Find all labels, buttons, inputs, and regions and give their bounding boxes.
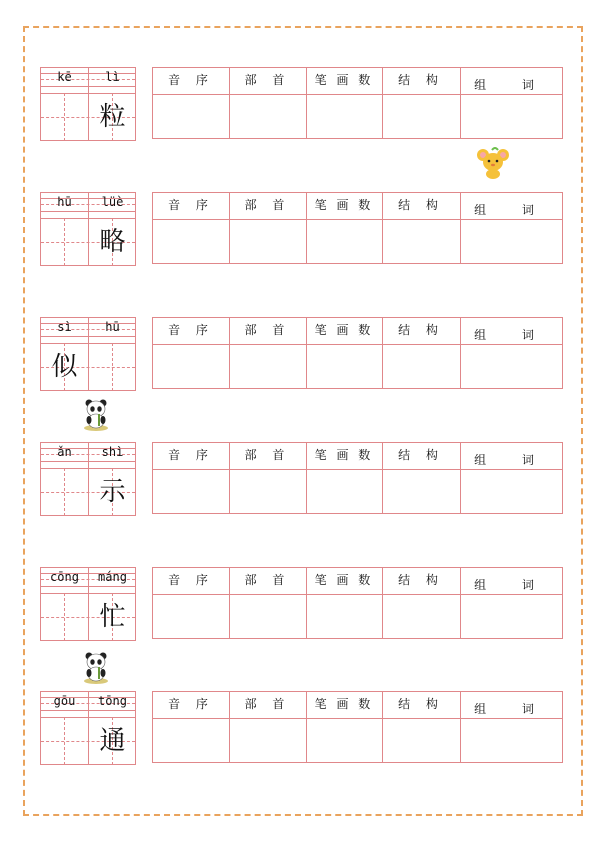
hanzi-left[interactable] <box>41 594 88 641</box>
pinyin-hanzi-grid <box>40 691 136 765</box>
analysis-table <box>152 567 563 639</box>
header-bushou: 部 首 <box>244 198 291 212</box>
analysis-table <box>152 67 563 139</box>
pinyin-left: sì <box>57 320 72 334</box>
pinyin-left: ǎn <box>57 445 72 459</box>
hanzi-right[interactable]: 忙 <box>99 602 126 632</box>
pinyin-hanzi-grid <box>40 67 136 141</box>
header-bushou: 部 首 <box>244 573 291 587</box>
panda-sticker-icon <box>82 398 110 432</box>
pinyin-left: hū <box>57 195 72 209</box>
hanzi-right[interactable]: 粒 <box>99 102 126 132</box>
header-bihuashu: 笔 画 数 <box>314 73 374 87</box>
analysis-table <box>152 192 563 264</box>
word-row <box>0 691 596 766</box>
hanzi-right[interactable]: 通 <box>99 726 126 756</box>
header-jiegou: 结 构 <box>398 573 444 587</box>
mouse-sticker-icon <box>475 146 511 180</box>
header-jiegou: 结 构 <box>398 697 444 711</box>
word-row <box>0 567 596 642</box>
word-row <box>0 67 596 142</box>
header-zuci: 组 词 <box>474 78 550 92</box>
header-yinxu: 音 序 <box>168 448 214 462</box>
pinyin-hanzi-grid <box>40 317 136 391</box>
header-bihuashu: 笔 画 数 <box>314 198 374 212</box>
header-bushou: 部 首 <box>244 323 291 337</box>
panda-sticker-icon <box>82 651 110 685</box>
pinyin-hanzi-grid <box>40 442 136 516</box>
header-zuci: 组 词 <box>474 578 550 592</box>
header-bushou: 部 首 <box>244 697 291 711</box>
hanzi-right[interactable] <box>89 344 136 391</box>
header-zuci: 组 词 <box>474 453 550 467</box>
header-yinxu: 音 序 <box>168 573 214 587</box>
pinyin-left: gōu <box>53 694 76 708</box>
hanzi-left[interactable] <box>41 469 88 516</box>
header-zuci: 组 词 <box>474 203 550 217</box>
pinyin-right: lüè <box>101 195 124 209</box>
hanzi-left[interactable] <box>41 94 88 141</box>
hanzi-right[interactable]: 示 <box>99 477 126 507</box>
hanzi-left[interactable] <box>41 718 88 765</box>
pinyin-hanzi-grid <box>40 567 136 641</box>
header-yinxu: 音 序 <box>168 198 214 212</box>
header-yinxu: 音 序 <box>168 73 214 87</box>
word-row <box>0 192 596 267</box>
pinyin-right: tōng <box>98 694 127 708</box>
hanzi-left[interactable] <box>41 219 88 266</box>
word-row <box>0 317 596 392</box>
hanzi-left[interactable]: 似 <box>51 352 78 382</box>
header-zuci: 组 词 <box>474 328 550 342</box>
header-yinxu: 音 序 <box>168 323 214 337</box>
pinyin-left: kē <box>57 70 72 84</box>
header-bushou: 部 首 <box>244 448 291 462</box>
pinyin-right: máng <box>98 570 127 584</box>
pinyin-right: lì <box>105 70 120 84</box>
hanzi-right[interactable]: 略 <box>99 227 126 257</box>
analysis-table <box>152 691 563 763</box>
pinyin-right: hū <box>105 320 120 334</box>
header-yinxu: 音 序 <box>168 697 214 711</box>
header-zuci: 组 词 <box>474 702 550 716</box>
pinyin-right: shì <box>101 445 124 459</box>
header-bihuashu: 笔 画 数 <box>314 323 374 337</box>
pinyin-hanzi-grid <box>40 192 136 266</box>
word-row <box>0 442 596 517</box>
pinyin-left: cōng <box>50 570 79 584</box>
header-bihuashu: 笔 画 数 <box>314 573 374 587</box>
header-bushou: 部 首 <box>244 73 291 87</box>
header-bihuashu: 笔 画 数 <box>314 697 374 711</box>
analysis-table <box>152 442 563 514</box>
header-jiegou: 结 构 <box>398 198 444 212</box>
header-jiegou: 结 构 <box>398 448 444 462</box>
header-bihuashu: 笔 画 数 <box>314 448 374 462</box>
analysis-table <box>152 317 563 389</box>
header-jiegou: 结 构 <box>398 73 444 87</box>
header-jiegou: 结 构 <box>398 323 444 337</box>
